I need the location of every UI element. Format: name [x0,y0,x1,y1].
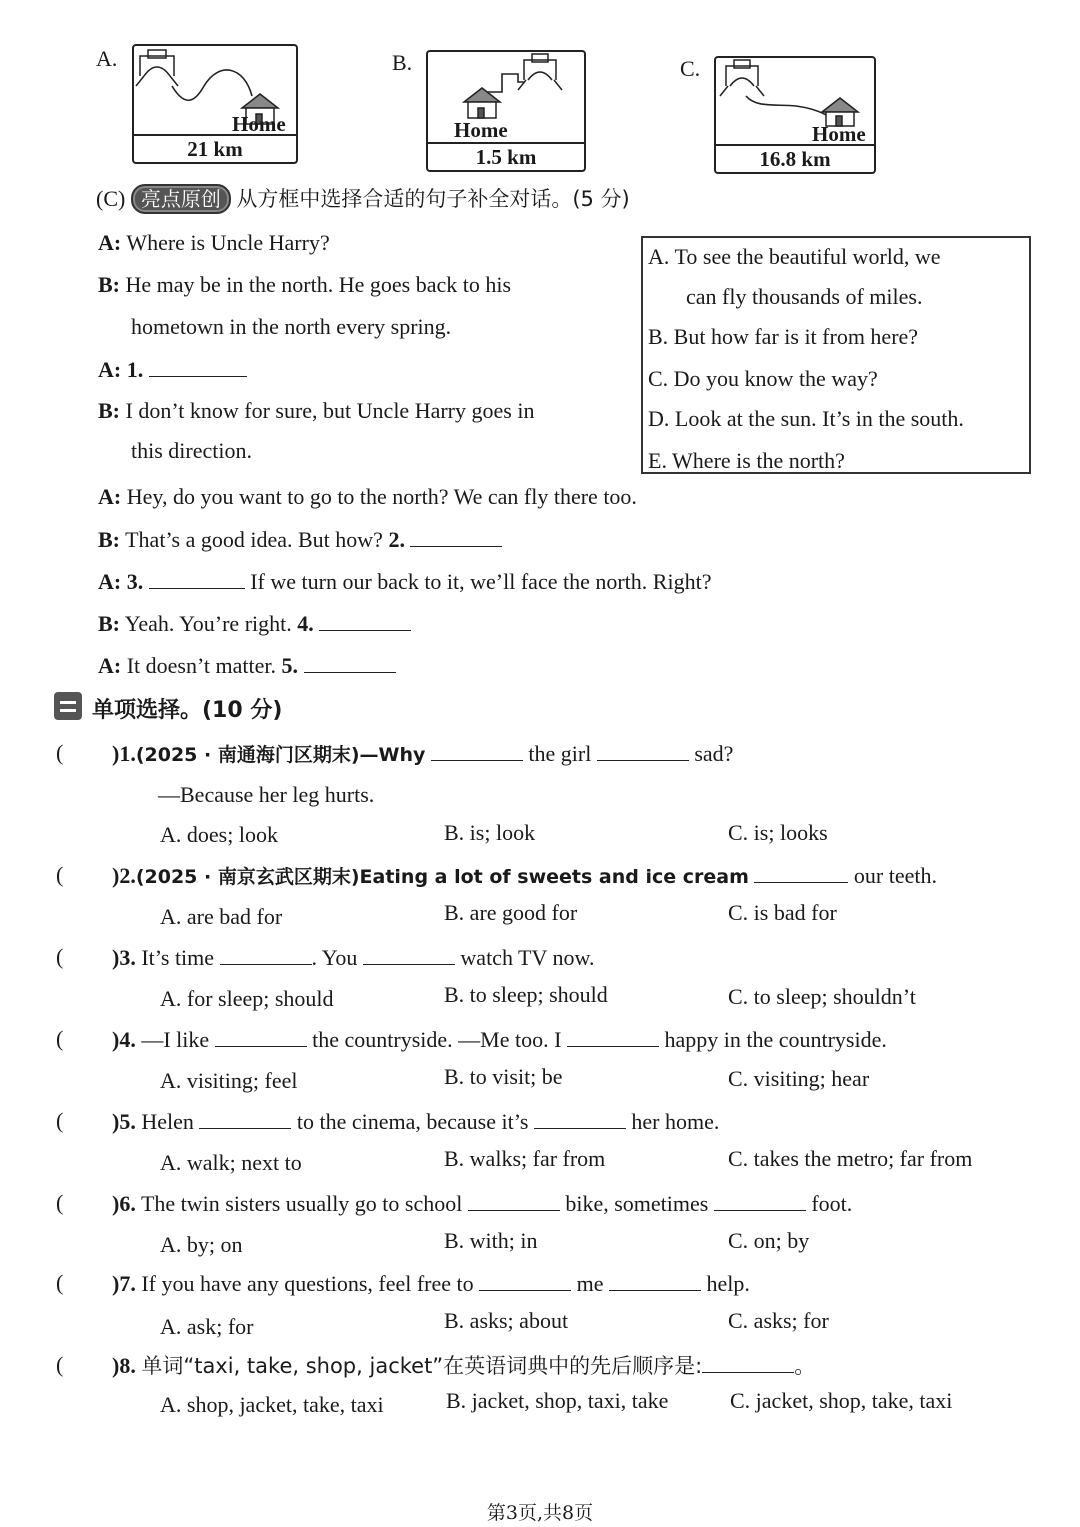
q4-option-b: B. to visit; be [444,1064,563,1089]
question-6: )6. The twin sisters usually go to school bike, sometimes foot. [112,1191,853,1216]
q1-option-c: C. is; looks [728,820,828,845]
q8-option-a: A. shop, jacket, take, taxi [160,1392,384,1417]
map-c [714,56,876,174]
q7-option-c: C. asks; for [728,1308,829,1333]
question-1: )1.(2025 · 南通海门区期末)—Why the girl sad? [112,741,734,766]
question-2: )2.(2025 · 南京玄武区期末)Eating a lot of sweets and ice cream our teeth. [112,863,938,888]
dialog-line-4: B: I don’t know for sure, but Uncle Harry goes in [98,398,535,423]
map-a-home-label: Home [232,112,286,136]
q8-option-b: B. jacket, shop, taxi, take [446,1388,669,1413]
question-5: )5. Helen to the cinema, because it’s her home. [112,1109,720,1134]
option-c: C. Do you know the way? [648,366,878,391]
option-d: D. Look at the sun. It’s in the south. [648,406,964,431]
part-c-label: (C) [96,186,126,211]
q8-option-c: C. jacket, shop, take, taxi [730,1388,953,1413]
dialog-line-2b: hometown in the north every spring. [131,314,452,339]
q2-option-b: B. are good for [444,900,578,925]
section-2-icon [54,692,82,720]
q4-paren[interactable]: ( [56,1026,64,1051]
question-7: )7. If you have any questions, feel free to me help. [112,1271,750,1296]
q4-option-a: A. visiting; feel [160,1068,298,1093]
question-8: )8. 单词“taxi, take, shop, jacket”在英语词典中的先后顺序是: 。 [112,1353,816,1378]
sentence-options-box [641,236,1031,474]
q2-paren[interactable]: ( [56,862,64,887]
q5-paren[interactable]: ( [56,1108,64,1133]
map-b-letter: B. [392,50,413,75]
q6-paren[interactable]: ( [56,1190,64,1215]
answer-blank-1[interactable] [149,356,247,377]
dialog-line-6: B: That’s a good idea. But how? 2. [98,526,502,553]
dialog-line-8: B: Yeah. You’re right. 4. [98,610,411,637]
highlight-badge: 亮点原创 [131,184,231,214]
q5-option-a: A. walk; next to [160,1150,302,1175]
q1-option-a: A. does; look [160,822,278,847]
q4-option-c: C. visiting; hear [728,1066,870,1091]
map-c-home-label: Home [812,122,866,146]
map-a-letter: A. [96,46,118,71]
dialog-line-9: A: It doesn’t matter. 5. [98,652,396,679]
q3-option-a: A. for sleep; should [160,986,334,1011]
q1-option-b: B. is; look [444,820,536,845]
q2-option-a: A. are bad for [160,904,283,929]
dialog-line-2: B: He may be in the north. He goes back to his [98,272,512,297]
dialog-line-4b: this direction. [131,438,252,463]
answer-blank-3[interactable] [149,568,245,589]
dialog-line-5: A: Hey, do you want to go to the north? We can fly there too. [98,484,637,509]
section-2-title: 单项选择。(10 分) [92,698,283,723]
dialog-line-7: A: 3. If we turn our back to it, we’ll face the north. Right? [98,569,712,594]
map-a [132,44,298,164]
part-c-instruction: 从方框中选择合适的句子补全对话。(5 分) [236,187,630,211]
bridge-icon [518,54,562,90]
bridge-icon [720,60,764,96]
option-a: A. To see the beautiful world, we [648,244,941,269]
dialog-line-1: A: Where is Uncle Harry? [98,230,330,255]
map-b [426,50,586,172]
map-b-home-label: Home [454,118,508,142]
bridge-icon [136,50,178,86]
q6-option-a: A. by; on [160,1232,243,1257]
q3-option-b: B. to sleep; should [444,982,608,1007]
map-c-letter: C. [680,56,701,81]
dialog-line-3: A: 1. [98,356,247,383]
option-b: B. But how far is it from here? [648,324,919,349]
question-3: )3. It’s time . You watch TV now. [112,945,595,970]
map-c-distance: 16.8 km [716,144,874,172]
q5-option-c: C. takes the metro; far from [728,1146,973,1171]
q7-option-a: A. ask; for [160,1314,254,1339]
page-footer: 第3页,共8页 [486,1502,594,1524]
answer-blank-2[interactable] [410,526,502,547]
q8-paren[interactable]: ( [56,1352,64,1377]
q3-option-c: C. to sleep; shouldn’t [728,984,916,1009]
q1-line2: —Because her leg hurts. [158,782,375,807]
answer-blank-5[interactable] [304,652,396,673]
q7-option-b: B. asks; about [444,1308,569,1333]
part-c-header [96,184,630,214]
q6-option-c: C. on; by [728,1228,810,1253]
option-e: E. Where is the north? [648,448,845,473]
q7-paren[interactable]: ( [56,1270,64,1295]
q1-paren[interactable]: ( [56,740,64,765]
q6-option-b: B. with; in [444,1228,538,1253]
option-a-cont: can fly thousands of miles. [686,284,923,309]
answer-blank-4[interactable] [319,610,411,631]
q2-option-c: C. is bad for [728,900,837,925]
map-a-distance: 21 km [134,134,296,162]
map-b-distance: 1.5 km [428,142,584,170]
q5-option-b: B. walks; far from [444,1146,606,1171]
q3-paren[interactable]: ( [56,944,64,969]
question-4: )4. —I like the countryside. —Me too. I happy in the countryside. [112,1027,887,1052]
